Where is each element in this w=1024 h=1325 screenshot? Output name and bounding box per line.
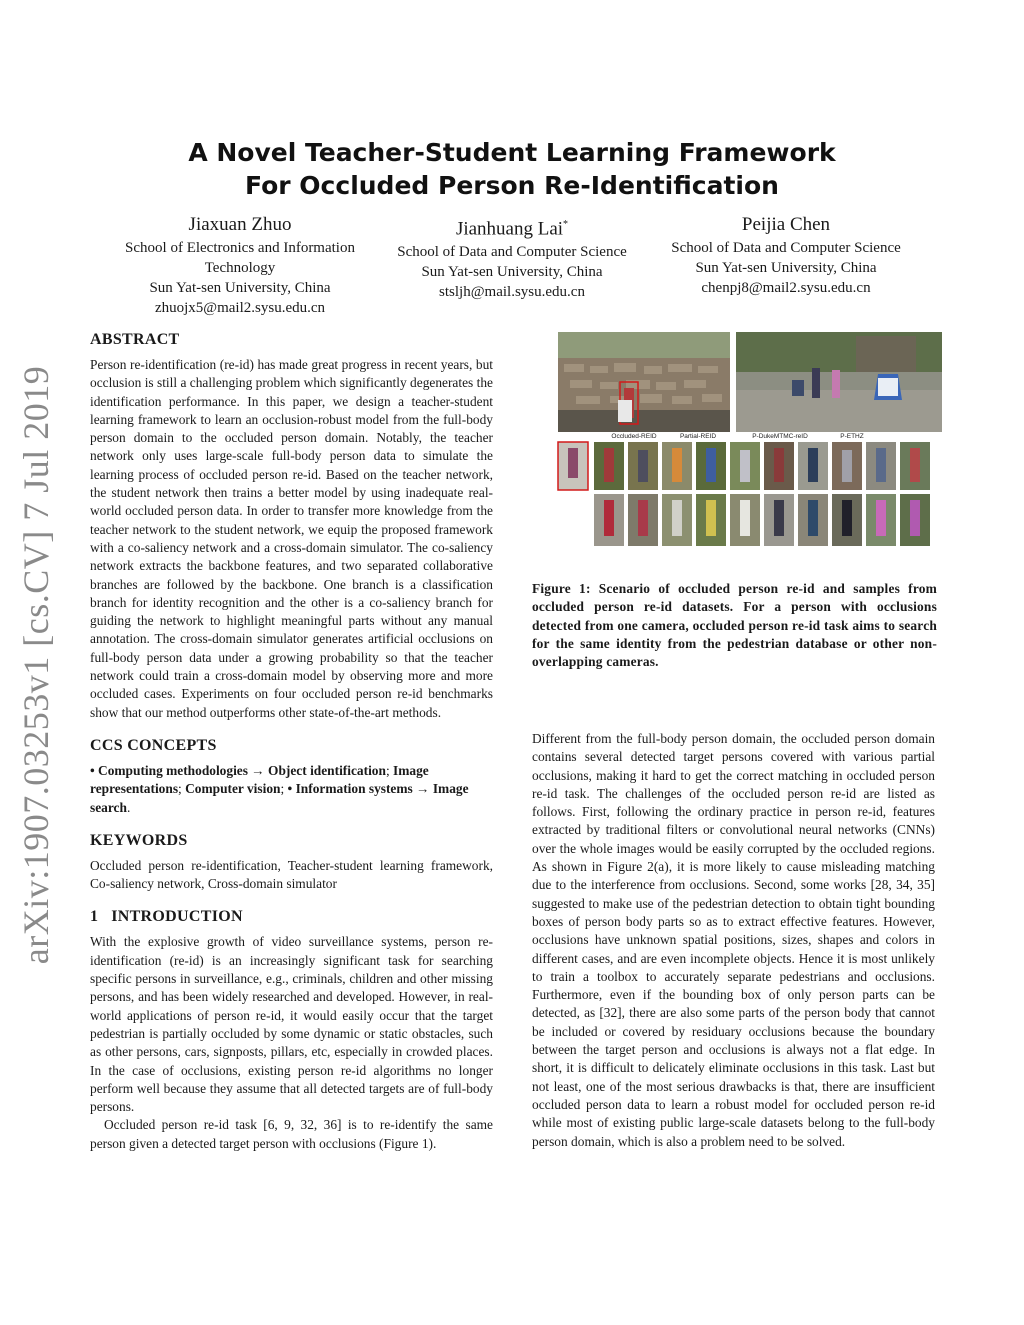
label-partial-reid: Partial-REID	[679, 433, 717, 440]
arxiv-stamp-text: arXiv:1907.03253v1 [cs.CV] 7 Jul 2019	[16, 365, 56, 965]
figure-1	[556, 330, 944, 550]
label-p-ethz: P-ETHZ	[840, 433, 864, 440]
title-line-1: A Novel Teacher-Student Learning Framework	[188, 138, 836, 167]
right-paragraph-1: Different from the full-body person domain, the occluded person domain contains several detected target persons covered with various partial occlusions, making it hard to get the correct matching in occluded person re-id task. The challenges of the occluded person re-id are listed as follows. First, following the ordinary practice in person re-id, features extracted by traditional filters or convolutional neural networks (CNNs) over the whole images would be easily corrupted by the occluded regions. As shown in Figure 2(a), it is more likely to cause misleading matching due to the interference from occlusions. Second, some works [28, 34, 35] suggested to make use of the pedestrian detection to obtain tight bounding boxes of person body parts so as to extract effective features. However, occlusions have unknown spatial positions, sizes, shapes and colors in different cases, and are even incomplete objects. Hence it is most unlikely to train a toolbox to accurately separate pedestrians and occlusions. Furthermore, even if the bounding box of only person parts can be detected, as [32], there are also some parts of the person body that cannot be included or covered by residuary occlusions because the boundary between the target person and occlusions is always not a flat edge. In short, it is difficult to delicately eliminate occlusions in this task. Last but not least, one of the most serious drawbacks is that, there are insufficient occluded person data to learn a robust model for occluded person re-id while most of existing public large-scale datasets belong to the full-body person domain, which is also a problem need to be solved.	[532, 731, 935, 1149]
keywords-text: Occluded person re-identification, Teacher-student learning framework, Co-saliency network, Cross-domain simulator	[90, 857, 493, 892]
author-name: Peijia Chen	[741, 214, 831, 235]
author-affiliation-line: Sun Yat-sen University, China	[149, 280, 331, 296]
abstract-heading: ABSTRACT	[90, 331, 180, 348]
paper-title	[90, 136, 934, 202]
author-affiliation-line: Sun Yat-sen University, China	[421, 264, 603, 281]
scene-photo-left	[558, 332, 730, 432]
author-affiliation-line: Technology	[204, 260, 276, 276]
author-name: Jianhuang Lai	[455, 218, 564, 240]
keywords-heading: KEYWORDS	[90, 831, 188, 849]
dataset-labels	[611, 433, 863, 440]
figure-1-image	[556, 330, 944, 550]
title-line-2: For Occluded Person Re-Identification	[245, 171, 779, 200]
author-1	[100, 214, 380, 318]
ccs-heading: CCS CONCEPTS	[90, 736, 217, 754]
abstract-text: Person re-identification (re-id) has made great progress in recent years, but occlusion is still a challenging problem which significantly degenerates the identification performance. In this paper, we design a teacher-student learning framework to learn an occlusion-robust model from the full-body person domain to the occluded person domain. Notably, the teacher network only uses large-scale full-body person data to simulate the learning process of occluded person re-id. Based on the teacher network, the student network then trains a better model by using inadequate real-world occluded person data. In order to transfer more knowledge from the teacher network to the student network, we equip the proposed framework with a co-saliency network and a cross-domain simulator. The co-saliency network extracts the backbone features, and two separated collaborative branches are followed by the backbone. One branch is a classification branch for identity recognition and the other is a co-saliency branch for guiding the network to highlight meaningful parts without any manual annotation. The cross-domain simulator generates artificial occlusions on full-body person data under a growing probability so that the teacher network could train a cross-domain model by observing more and more occluded cases. Experiments on four occluded person re-id benchmarks show that our method outperforms other state-of-the-art methods.	[90, 357, 493, 720]
ccs-concepts: • Computing methodologies → Object identification; Image representations; Computer vision; • Information systems → Image search.	[90, 762, 469, 815]
corresponding-star: *	[563, 219, 569, 230]
sample-row-1	[558, 442, 930, 490]
author-name: Jiaxuan Zhuo	[188, 214, 292, 235]
author-block	[100, 214, 924, 324]
author-email[interactable]: stsljh@mail.sysu.edu.cn	[439, 284, 585, 301]
sample-row-2	[594, 494, 930, 546]
author-email[interactable]: zhuojx5@mail2.sysu.edu.cn	[154, 300, 326, 316]
author-3	[646, 214, 926, 298]
figure-1-caption: Figure 1: Scenario of occluded person re-id and samples from occluded person re-id datasets. For a person with occlusions detected from one camera, occluded person re-id task aims to search for the same identity from the pedestrian database or other non-overlapping cameras.	[532, 581, 937, 670]
label-p-dukemtmc-reid: P-DukeMTMC-reID	[752, 433, 808, 440]
author-2	[372, 214, 652, 302]
arxiv-stamp	[8, 365, 64, 965]
label-occluded-reid: Occluded-REID	[611, 433, 657, 440]
intro-paragraph-1: With the explosive growth of video surveillance systems, person re-identification (re-id) is an increasingly significant task for searching specific persons in surveillance, e.g., criminals, children and other missing persons, and has been widely researched and developed. However, in real-world applications of person re-id, it would easily occur that the target pedestrian is partially occluded by some dynamic or static obstacles, such as other persons, cars, signposts, pillars, etc, especially in crowded places. In the case of occlusions, existing person re-id algorithms no longer perform well because they assume that all detected targets are of full-body persons.	[90, 934, 493, 1115]
introduction-heading: 1 INTRODUCTION	[90, 908, 243, 926]
intro-paragraph-2: Occluded person re-id task [6, 9, 32, 36] is to re-identify the same person given a detected target person with occlusions (Figure 1).	[90, 1117, 493, 1151]
author-email[interactable]: chenpj8@mail2.sysu.edu.cn	[701, 280, 871, 296]
left-column	[90, 330, 493, 1153]
scene-photo-right	[736, 332, 942, 432]
author-affiliation-line: School of Data and Computer Science	[671, 240, 901, 256]
author-affiliation-line: Sun Yat-sen University, China	[695, 260, 877, 276]
author-affiliation-line: School of Data and Computer Science	[397, 244, 627, 261]
author-affiliation-line: School of Electronics and Information	[125, 240, 355, 256]
right-column	[532, 730, 935, 1151]
